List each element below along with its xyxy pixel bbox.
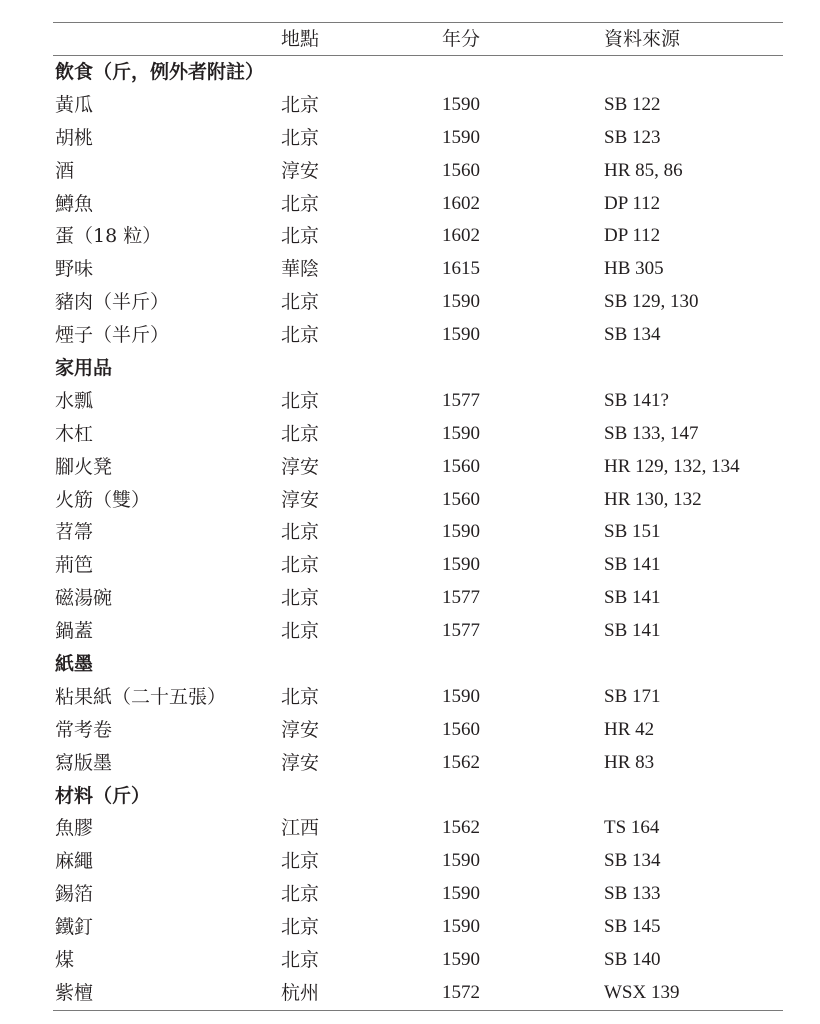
source-cell: SB 133 [604, 883, 661, 905]
place-cell: 北京 [281, 685, 320, 708]
item-cell: 黃瓜 [55, 93, 94, 116]
item-cell: 麻繩 [55, 850, 94, 873]
item-cell: 錫箔 [55, 883, 94, 906]
source-cell: HR 83 [604, 751, 655, 773]
place-cell: 淳安 [281, 455, 320, 478]
year-cell: 1560 [442, 488, 480, 510]
place-cell: 淳安 [281, 751, 320, 774]
year-cell: 1577 [442, 620, 480, 642]
table-row [53, 582, 783, 615]
table-row [53, 451, 783, 484]
section-title: 飲食（斤，例外者附註） [55, 61, 265, 83]
place-cell: 北京 [281, 291, 320, 314]
bottom-rule [53, 1010, 783, 1011]
year-cell: 1590 [442, 126, 480, 148]
source-cell: SB 171 [604, 685, 661, 707]
item-cell: 胡桃 [55, 126, 94, 149]
item-cell: 鱒魚 [55, 192, 94, 215]
source-cell: HB 305 [604, 258, 664, 280]
source-cell: HR 42 [604, 718, 655, 740]
source-cell: HR 130, 132 [604, 488, 702, 510]
year-cell: 1602 [442, 192, 480, 214]
section-heading [53, 780, 783, 813]
table-row [53, 286, 783, 319]
table-row [53, 220, 783, 253]
source-cell: SB 133, 147 [604, 422, 699, 444]
year-cell: 1590 [442, 850, 480, 872]
year-cell: 1590 [442, 324, 480, 346]
place-cell: 北京 [281, 422, 320, 445]
table-header [53, 23, 783, 55]
place-cell: 淳安 [281, 159, 320, 182]
source-cell: HR 129, 132, 134 [604, 455, 740, 477]
year-cell: 1562 [442, 817, 480, 839]
header-place: 地點 [281, 28, 320, 50]
item-cell: 豬肉（半斤） [55, 291, 170, 314]
place-cell: 淳安 [281, 488, 320, 511]
section-heading [53, 56, 783, 89]
source-cell: SB 140 [604, 949, 661, 971]
header-year: 年分 [442, 28, 481, 50]
place-cell: 北京 [281, 389, 320, 412]
item-cell: 火筋（雙） [55, 488, 151, 511]
source-cell: SB 134 [604, 850, 661, 872]
source-cell: WSX 139 [604, 981, 680, 1003]
year-cell: 1577 [442, 587, 480, 609]
item-cell: 苕箒 [55, 521, 94, 544]
source-cell: HR 85, 86 [604, 159, 683, 181]
table-row [53, 911, 783, 944]
table-row [53, 944, 783, 977]
place-cell: 北京 [281, 225, 320, 248]
table-row [53, 714, 783, 747]
table-row [53, 812, 783, 845]
year-cell: 1615 [442, 258, 480, 280]
source-cell: SB 141? [604, 389, 669, 411]
place-cell: 北京 [281, 883, 320, 906]
year-cell: 1590 [442, 521, 480, 543]
place-cell: 淳安 [281, 718, 320, 741]
place-cell: 杭州 [281, 981, 320, 1004]
item-cell: 常考卷 [55, 718, 113, 741]
table-body [53, 56, 783, 1010]
item-cell: 蛋（18 粒） [55, 225, 162, 248]
source-cell: TS 164 [604, 817, 660, 839]
source-cell: SB 145 [604, 916, 661, 938]
table-row [53, 385, 783, 418]
item-cell: 磁湯碗 [55, 587, 113, 610]
place-cell: 北京 [281, 93, 320, 116]
item-cell: 酒 [55, 159, 75, 182]
header-source: 資料來源 [604, 28, 681, 50]
section-heading [53, 352, 783, 385]
year-cell: 1602 [442, 225, 480, 247]
item-cell: 水瓢 [55, 389, 94, 412]
table-row [53, 681, 783, 714]
item-cell: 鐵釘 [55, 916, 94, 939]
year-cell: 1560 [442, 718, 480, 740]
section-heading [53, 648, 783, 681]
year-cell: 1590 [442, 291, 480, 313]
item-cell: 野味 [55, 258, 94, 281]
table-row [53, 549, 783, 582]
year-cell: 1562 [442, 751, 480, 773]
place-cell: 北京 [281, 126, 320, 149]
year-cell: 1572 [442, 981, 480, 1003]
item-cell: 鍋蓋 [55, 620, 94, 643]
table-row [53, 747, 783, 780]
year-cell: 1560 [442, 159, 480, 181]
item-cell: 魚膠 [55, 817, 94, 840]
source-cell: DP 112 [604, 225, 661, 247]
section-title: 紙墨 [55, 653, 94, 676]
place-cell: 北京 [281, 620, 320, 643]
table-row [53, 188, 783, 221]
table-row [53, 516, 783, 549]
item-cell: 木杠 [55, 422, 94, 445]
source-cell: SB 141 [604, 554, 661, 576]
year-cell: 1577 [442, 389, 480, 411]
place-cell: 北京 [281, 192, 320, 215]
item-cell: 紫檀 [55, 981, 94, 1004]
item-cell: 煙子（半斤） [55, 324, 170, 347]
item-cell: 荊笆 [55, 554, 94, 577]
table-row [53, 878, 783, 911]
year-cell: 1590 [442, 554, 480, 576]
year-cell: 1590 [442, 916, 480, 938]
source-cell: SB 141 [604, 620, 661, 642]
price-table [53, 22, 783, 1011]
source-cell: SB 122 [604, 93, 661, 115]
source-cell: SB 151 [604, 521, 661, 543]
place-cell: 北京 [281, 850, 320, 873]
table-row [53, 977, 783, 1010]
section-title: 家用品 [55, 357, 113, 380]
table-row [53, 418, 783, 451]
table-row [53, 89, 783, 122]
place-cell: 華陰 [281, 258, 320, 281]
year-cell: 1590 [442, 422, 480, 444]
item-cell: 腳火凳 [55, 455, 113, 478]
table-row [53, 253, 783, 286]
place-cell: 北京 [281, 324, 320, 347]
source-cell: SB 123 [604, 126, 661, 148]
table-row [53, 615, 783, 648]
year-cell: 1560 [442, 455, 480, 477]
section-title: 材料（斤） [55, 784, 151, 807]
table-row [53, 845, 783, 878]
place-cell: 北京 [281, 554, 320, 577]
source-cell: SB 134 [604, 324, 661, 346]
table-row [53, 319, 783, 352]
table-row [53, 484, 783, 517]
item-cell: 寫版墨 [55, 751, 113, 774]
place-cell: 北京 [281, 587, 320, 610]
place-cell: 北京 [281, 949, 320, 972]
year-cell: 1590 [442, 685, 480, 707]
year-cell: 1590 [442, 883, 480, 905]
source-cell: SB 141 [604, 587, 661, 609]
place-cell: 北京 [281, 916, 320, 939]
year-cell: 1590 [442, 93, 480, 115]
place-cell: 江西 [281, 817, 320, 840]
source-cell: DP 112 [604, 192, 661, 214]
table-row [53, 122, 783, 155]
item-cell: 粘果紙（二十五張） [55, 685, 227, 708]
item-cell: 煤 [55, 949, 75, 972]
table-row [53, 155, 783, 188]
year-cell: 1590 [442, 949, 480, 971]
place-cell: 北京 [281, 521, 320, 544]
source-cell: SB 129, 130 [604, 291, 699, 313]
